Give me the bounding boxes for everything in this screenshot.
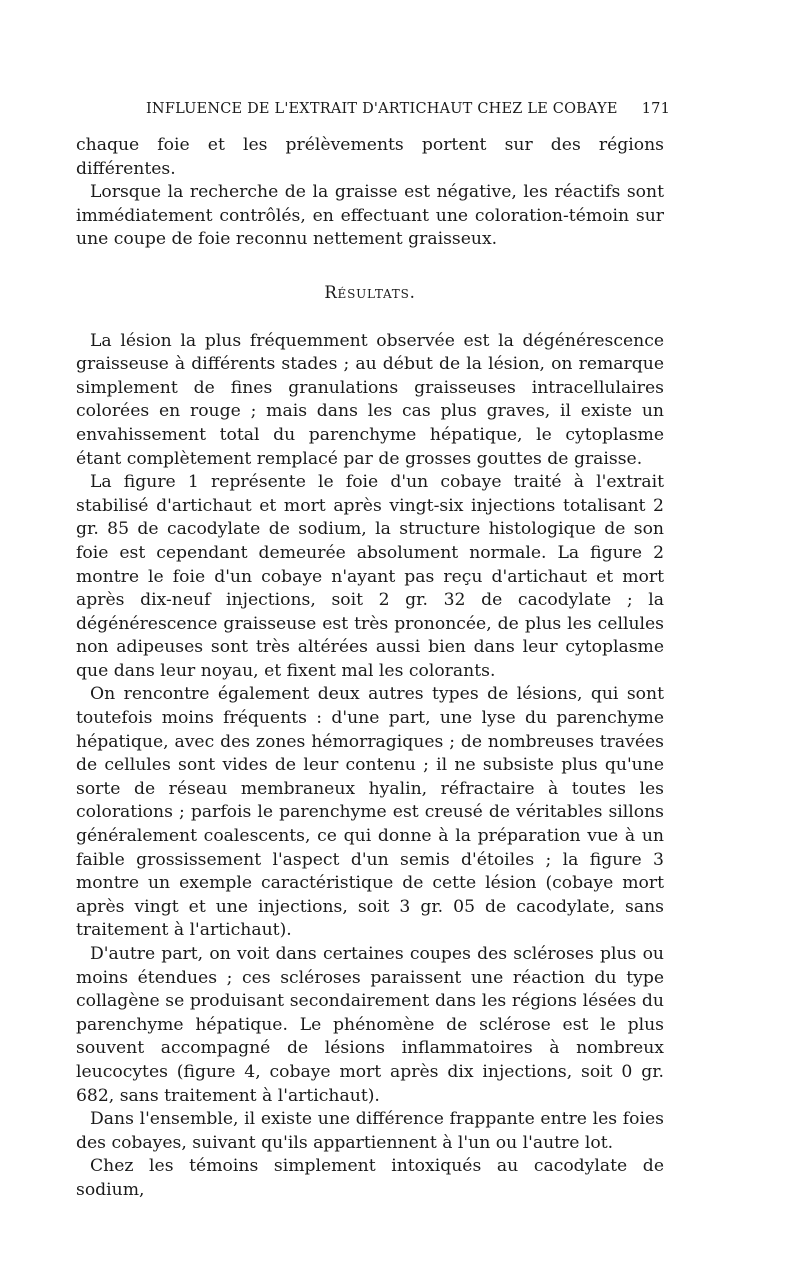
paragraph-figures-1-2: La figure 1 représente le foie d'un cobaye traité à l'extrait stabilisé d'artichaut et mort après vingt-six injections totalisant 2 gr. 85 de cacodylate de sodium, la structure histologique de son foie est cependant demeurée absolument normale. La figure 2 montre le foie d'un cobaye n'ayant pas reçu d'artichaut et mort après dix-neuf injections, soit 2 gr. 32 de cacodylate ; la dégénérescence graisseuse est très prononcée, de plus les cellules non adipeuses sont très altérées aussi bien dans leur cytoplasme que dans leur noyau, et fixent mal les colorants. <box>76 472 664 681</box>
paragraph-continuation: chaque foie et les prélèvements portent sur des régions différentes. <box>76 135 664 179</box>
paragraph-other-lesions: On rencontre également deux autres types de lésions, qui sont toutefois moins fréquents : d'une part, une lyse du parenchyme hépatique, avec des zones hémorragiques ; de nombreuses travées de cellules sont vides de leur contenu ; il ne subsiste plus qu'une sorte de réseau membraneux hyalin, réfractaire à toutes les colorations ; parfois le parenchyme est creusé de véritables sillons généralement coalescents, ce qui donne à la préparation vue à un faible grossissement l'aspect d'un semis d'étoiles ; la figure 3 montre un exemple caractéristique de cette lésion (cobaye mort après vingt et une injections, soit 3 gr. 05 de cacodylate, sans traitement à l'artichaut). <box>76 684 664 941</box>
running-title: INFLUENCE DE L'EXTRAIT D'ARTICHAUT CHEZ LE COBAYE <box>146 101 618 117</box>
running-header <box>146 101 670 123</box>
paragraph-reagent-control: Lorsque la recherche de la graisse est négative, les réactifs sont immédiatement contrôlés, en effectuant une coloration-témoin sur une coupe de foie reconnu nettement graisseux. <box>76 182 664 250</box>
paragraph-overall-difference: Dans l'ensemble, il existe une différence frappante entre les foies des cobayes, suivant qu'ils appartiennent à l'un ou l'autre lot. <box>76 1109 664 1153</box>
paragraph-fatty-degeneration: La lésion la plus fréquemment observée est la dégénérescence graisseuse à différents stades ; au début de la lésion, on remarque simplement de fines granulations graisseuses intracellulaires colorées en rouge ; mais dans les cas plus graves, il existe un envahissement total du parenchyme hépatique, le cytoplasme étant complètement remplacé par de grosses gouttes de graisse. <box>76 330 664 469</box>
paragraph-sclerosis: D'autre part, on voit dans certaines coupes des scléroses plus ou moins étendues ; ces scléroses paraissent une réaction du type collagène se produisant secondairement dans les régions lésées du parenchyme hépatique. Le phénomène de sclérose est le plus souvent accompagné de lésions inflammatoires à nombreux leucocytes (figure 4, cobaye mort après dix injections, soit 0 gr. 682, sans traitement à l'artichaut). <box>76 944 664 1106</box>
section-heading-results: Résultats. <box>324 282 416 302</box>
body-text <box>76 134 664 1203</box>
page-number: 171 <box>641 101 670 117</box>
paragraph-controls: Chez les témoins simplement intoxiqués au cacodylate de sodium, <box>76 1156 664 1200</box>
